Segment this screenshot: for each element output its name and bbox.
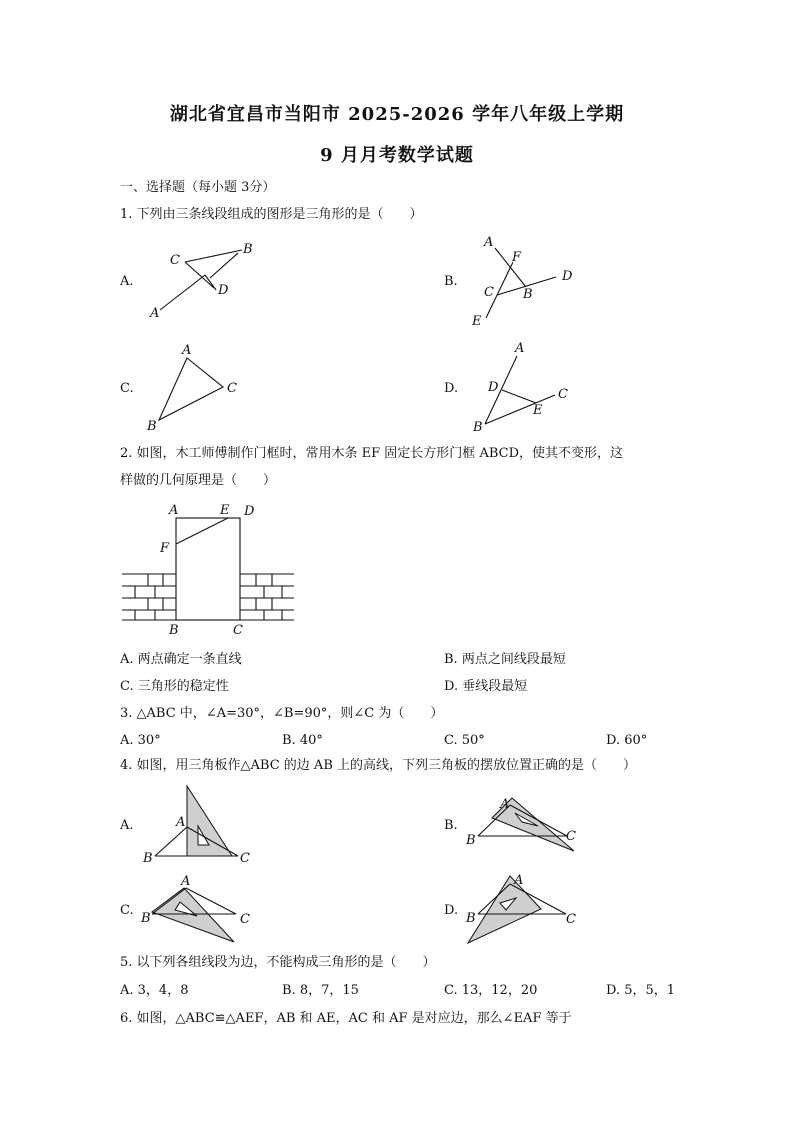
q4d-label-a: A — [514, 873, 524, 888]
q1b-label-d: D — [562, 269, 573, 284]
q5-option-b: B. 8，7，15 — [282, 983, 359, 998]
question-1-text: 1. 下列由三条线段组成的图形是三角形的是（ ） — [120, 207, 423, 222]
question-3-text: 3. △ABC 中，∠A=30°，∠B=90°，则∠C 为（ ） — [120, 706, 444, 721]
q5-option-c: C. 13，12，20 — [444, 983, 538, 998]
q1d-label-a: A — [515, 341, 525, 356]
q3-option-d: D. 60° — [606, 733, 648, 748]
q2-label-f: F — [160, 541, 170, 556]
q1d-label-d: D — [488, 380, 499, 395]
q1a-label-b: B — [243, 242, 253, 257]
q1b-label-f: F — [512, 250, 522, 265]
q4b-label-a: A — [500, 797, 510, 812]
q1a-label-d: D — [218, 283, 229, 298]
q1c-label-c: C — [227, 381, 237, 396]
q5-option-d: D. 5，5，1 — [606, 983, 676, 998]
q4b-label-c: C — [566, 829, 576, 844]
q1d-label-b: B — [473, 420, 483, 435]
q1-option-c-label: C. — [120, 381, 134, 396]
q1d-label-c: C — [558, 387, 568, 402]
q2-label-c: C — [233, 623, 243, 638]
q1a-label-c: C — [170, 253, 180, 268]
q3-option-c: C. 50° — [444, 733, 485, 748]
q4-option-c-label: C. — [120, 903, 134, 918]
q1-option-b-label: B. — [444, 274, 458, 289]
q1b-label-b: B — [523, 287, 533, 302]
q4-option-b-label: B. — [444, 818, 458, 833]
q4-option-d-label: D. — [444, 903, 459, 918]
q3-option-a: A. 30° — [120, 733, 161, 748]
q2-option-b: B. 两点之间线段最短 — [444, 652, 566, 667]
question-4-text: 4. 如图，用三角板作△ABC 的边 AB 上的高线，下列三角板的摆放位置正确的是（ ） — [120, 758, 637, 773]
q4d-label-c: C — [566, 912, 576, 927]
q1d-label-e: E — [533, 403, 543, 418]
q2-label-d: D — [244, 504, 255, 519]
q4c-label-b: B — [141, 911, 151, 926]
q4c-label-c: C — [240, 912, 250, 927]
q1-option-a-label: A. — [120, 274, 134, 289]
question-6-text: 6. 如图，△ABC≌△AEF，AB 和 AE，AC 和 AF 是对应边，那么∠EAF 等于 — [120, 1011, 572, 1026]
q4c-label-a: A — [181, 874, 191, 889]
q1b-label-a: A — [484, 235, 494, 250]
q1a-label-a: A — [150, 306, 160, 321]
question-5-text: 5. 以下列各组线段为边，不能构成三角形的是（ ） — [120, 955, 436, 970]
title-line-2: 9 月月考数学试题 — [320, 145, 474, 166]
q1b-label-c: C — [484, 285, 494, 300]
q4a-label-b: B — [143, 851, 153, 866]
q1c-label-b: B — [147, 419, 157, 434]
q4-option-a-label: A. — [120, 818, 134, 833]
q4b-label-b: B — [466, 833, 476, 848]
question-2-line-1: 2. 如图，木工师傅制作门框时，常用木条 EF 固定长方形门框 ABCD，使其不变形，这 — [120, 446, 623, 461]
q1-option-d-label: D. — [444, 381, 459, 396]
q2-option-c: C. 三角形的稳定性 — [120, 679, 229, 694]
section-heading: 一、选择题（每小题 3分） — [120, 180, 276, 195]
q1c-label-a: A — [182, 343, 192, 358]
q4d-label-b: B — [466, 911, 476, 926]
q2-label-a: A — [169, 503, 179, 518]
q2-label-e: E — [220, 503, 230, 518]
q4a-label-c: C — [240, 851, 250, 866]
question-2-line-2: 样做的几何原理是（ ） — [120, 473, 277, 488]
q3-option-b: B. 40° — [282, 733, 323, 748]
title-line-1: 湖北省宜昌市当阳市 2025-2026 学年八年级上学期 — [169, 104, 625, 125]
q1b-label-e: E — [472, 314, 482, 329]
q2-label-b: B — [169, 623, 179, 638]
q5-option-a: A. 3，4，8 — [120, 983, 189, 998]
q2-option-d: D. 垂线段最短 — [444, 679, 528, 694]
q2-option-a: A. 两点确定一条直线 — [120, 652, 242, 667]
q4a-label-a: A — [176, 815, 186, 830]
